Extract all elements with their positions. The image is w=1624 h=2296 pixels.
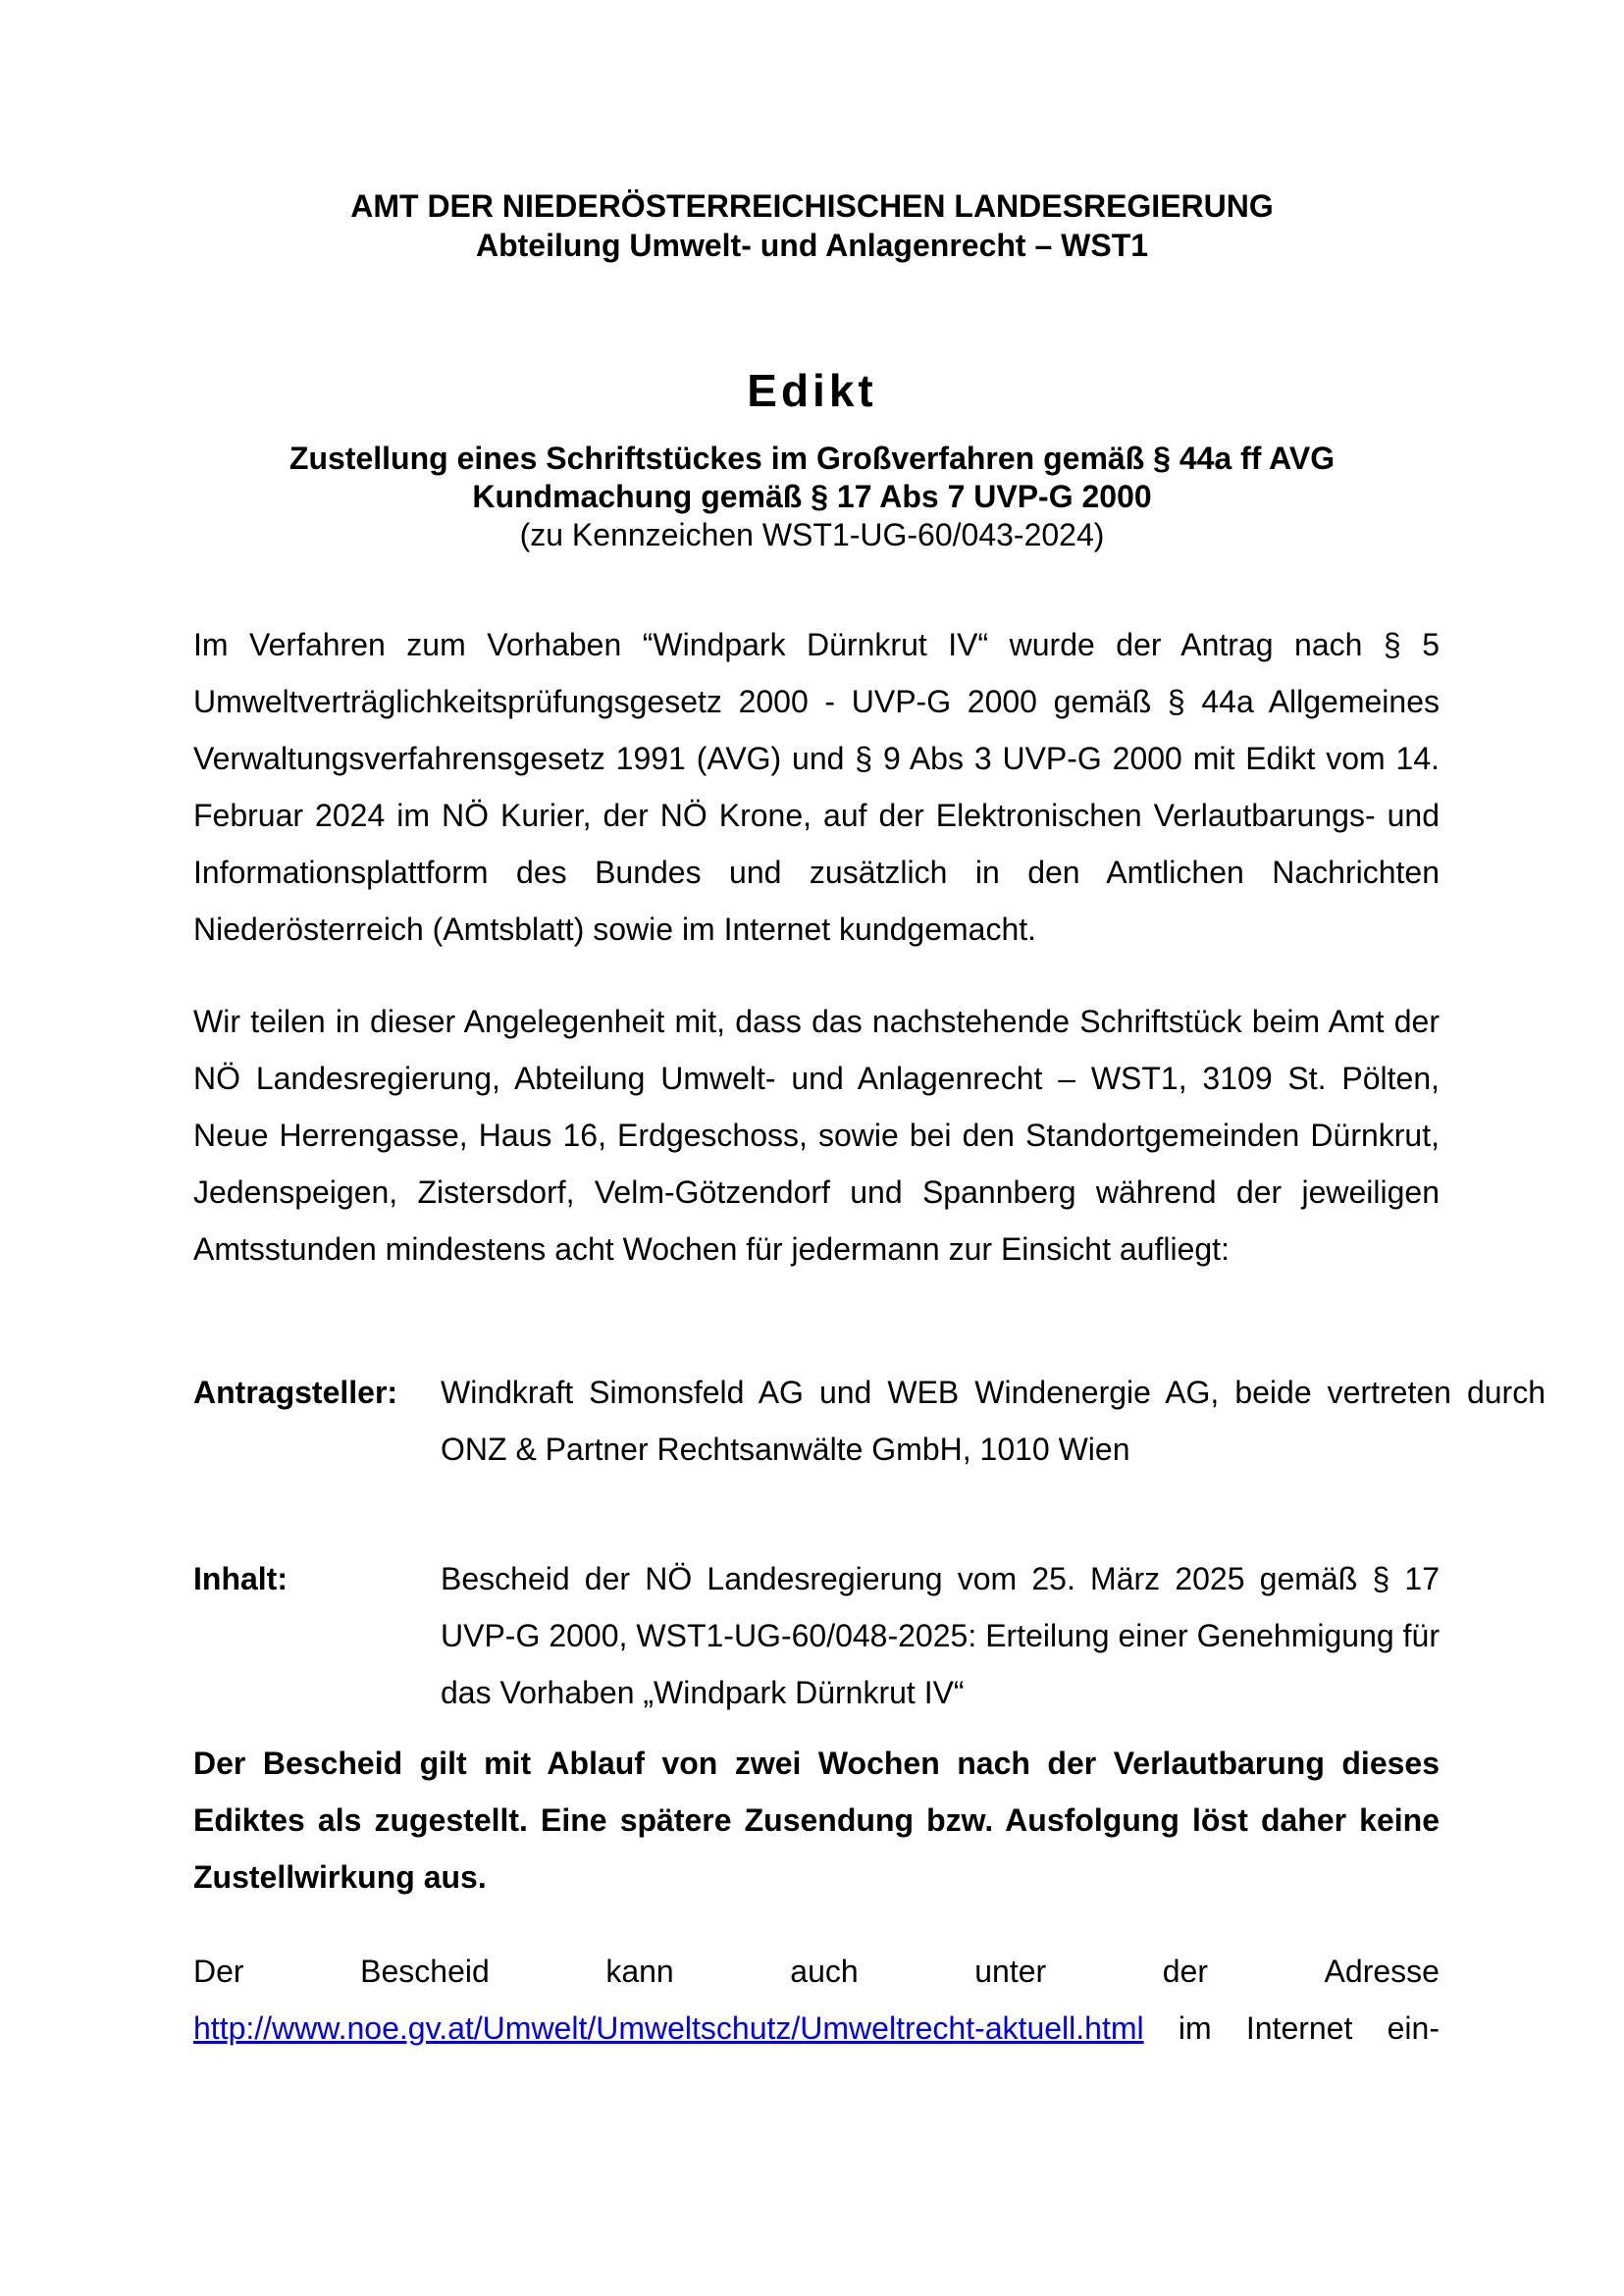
word: Adresse — [1324, 1954, 1440, 1989]
document-title: Edikt — [747, 365, 877, 416]
content-label: Inhalt: — [193, 1561, 288, 1596]
online-access-line-2 — [193, 2000, 1440, 2057]
applicant-value: Windkraft Simonsfeld AG und WEB Windenergie AG, beide vertreten durch ONZ & Partner Rechtsanwälte GmbH, 1010 Wien — [441, 1375, 1545, 1467]
reference-number: (zu Kennzeichen WST1-UG-60/043-2024) — [519, 517, 1105, 552]
department-name: Abteilung Umwelt- und Anlagenrecht – WST1 — [475, 228, 1149, 263]
word: Der — [193, 1954, 244, 1989]
paragraph-inspection: Wir teilen in dieser Angelegenheit mit, dass das nachstehende Schriftstück beim Amt der NÖ Landesregierung, Abteilung Umwelt- und Anlagenrecht – WST1, 3109 St. Pölten, Neue Herrengasse, Haus 16, Erdgeschoss, sowie bei den Standortgemeinden Dürnkrut, Jedenspeigen, Zistersdorf, Velm-Götzendorf und Spannberg während der jeweiligen Amtsstunden mindestens acht Wochen für jedermann zur Einsicht aufliegt: — [193, 1004, 1440, 1267]
authority-header — [0, 186, 1624, 265]
word: auch — [790, 1954, 859, 1989]
paragraph-online-access — [193, 1943, 1440, 2057]
word: Internet — [1245, 2010, 1353, 2046]
word: Bescheid — [360, 1954, 490, 1989]
content-value: Bescheid der NÖ Landesregierung vom 25. März 2025 gemäß § 17 UVP-G 2000, WST1-UG-60/048-2025: Erteilung einer Genehmigung für das Vorhaben „Windpark Dürnkrut IV“ — [441, 1561, 1440, 1710]
applicant-label: Antragsteller: — [193, 1375, 398, 1410]
word: unter — [974, 1954, 1047, 1989]
word: ein- — [1387, 2010, 1440, 2046]
authority-name: AMT DER NIEDERÖSTERREICHISCHEN LANDESREGIERUNG — [350, 188, 1274, 224]
online-access-line-1 — [193, 1943, 1440, 2000]
word: kann — [605, 1954, 674, 1989]
paragraph-procedure: Im Verfahren zum Vorhaben “Windpark Dürnkrut IV“ wurde der Antrag nach § 5 Umweltverträglichkeitsprüfungsgesetz 2000 - UVP-G 2000 gemäß § 44a Allgemeines Verwaltungsverfahrensgesetz 1991 (AVG) und § 9 Abs 3 UVP-G 2000 mit Edikt vom 14. Februar 2024 im NÖ Kurier, der NÖ Krone, auf der Elektronischen Verlautbarungs- und Informationsplattform des Bundes und zusätzlich in den Amtlichen Nachrichten Niederösterreich (Amtsblatt) sowie im Internet kundgemacht. — [193, 627, 1440, 947]
subtitle-line-announcement: Kundmachung gemäß § 17 Abs 7 UVP-G 2000 — [472, 479, 1152, 514]
word: im — [1178, 2010, 1212, 2046]
environment-law-link[interactable]: http://www.noe.gv.at/Umwelt/Umweltschutz/Umweltrecht-aktuell.html — [193, 2010, 1144, 2046]
document-subtitle — [0, 440, 1624, 554]
word: der — [1162, 1954, 1208, 1989]
subtitle-line-delivery: Zustellung eines Schriftstückes im Großverfahren gemäß § 44a ff AVG — [288, 441, 1336, 476]
delivery-notice: Der Bescheid gilt mit Ablauf von zwei Wochen nach der Verlautbarung dieses Ediktes als zugestellt. Eine spätere Zusendung bzw. Ausfolgung löst daher keine Zustellwirkung aus. — [193, 1746, 1440, 1895]
